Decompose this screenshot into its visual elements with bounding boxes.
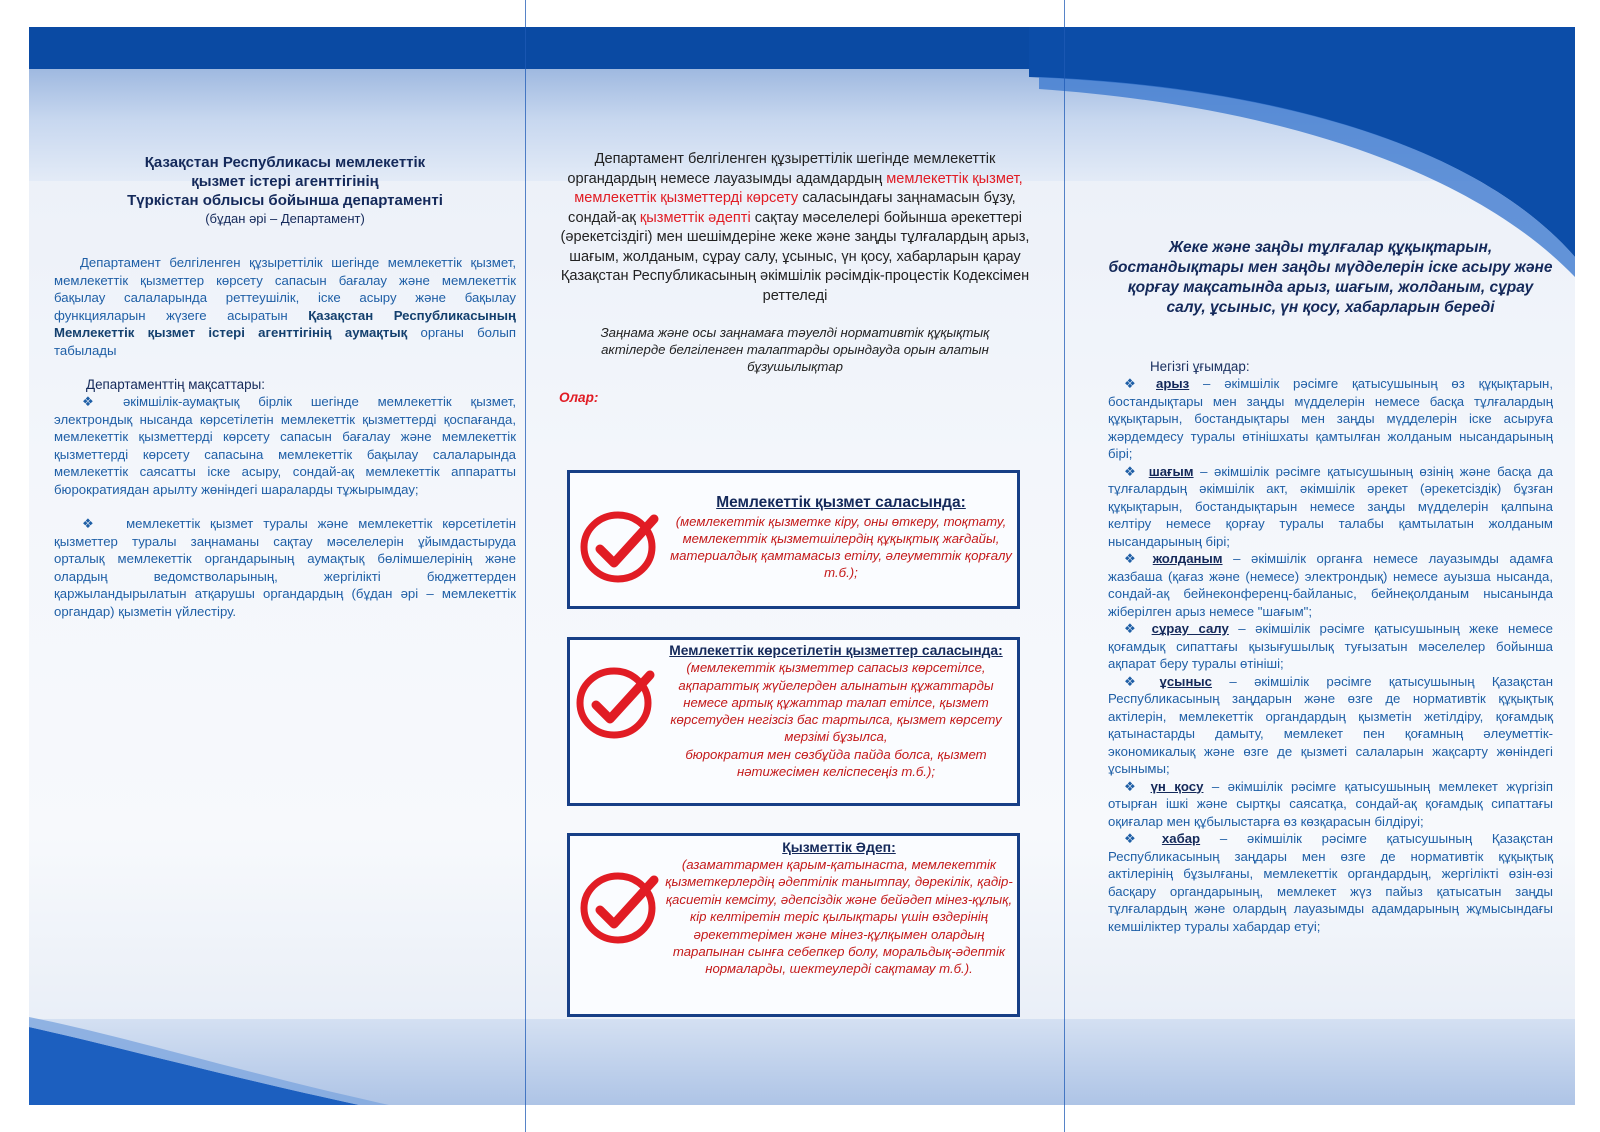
- box1-heading: Мемлекеттік қызмет саласында:: [716, 494, 966, 511]
- department-title-line3: Түркістан облысы бойынша департаменті: [127, 192, 443, 209]
- concept-item: [1108, 620, 1553, 673]
- diamond-bullet-icon: ❖: [1124, 778, 1141, 794]
- left-panel: [54, 153, 516, 620]
- diamond-bullet-icon: ❖: [82, 394, 109, 409]
- box-ethics: [567, 833, 1020, 1017]
- box-civil-service: [567, 470, 1020, 609]
- box2-body-2: бюрократия мен сөзбұйда пайда болса, қызмет нәтижесімен келіспесеңіз т.б.);: [685, 746, 987, 780]
- middle-panel: [559, 150, 1031, 405]
- code-paragraph: Қазақстан Республикасының әкімшілік рәсімдік-процестік Кодексімен реттеледі: [560, 268, 1030, 304]
- concept-definition: – әкімшілік рәсімге қатысушының жеке немесе қоғамдық сипаттағы қызығушылық туғызатын мәселелер бойынша ақпарат беру туралы өтініші;: [1108, 621, 1553, 671]
- department-title-note: (бұдан әрі – Департамент): [205, 211, 365, 226]
- diamond-bullet-icon: ❖: [82, 516, 101, 531]
- intro-bold: Қазақстан Республикасының Мемлекеттік қызмет істері агенттігінің аумақтық: [54, 307, 516, 340]
- concept-definition: – әкімшілік рәсімге қатысушының өзінің және басқа да тұлғалардың әкімшілік акт, әкімшілік әрекет (әрекетсіздік) бұзған құқықтарын, бостандықтарын немесе заңды мүдделерін қалпына келтіру немесе қорғау туралы талабы қамтылатын жолданым нысандарының бірі;: [1108, 463, 1553, 549]
- rights-heading: Жеке және заңды тұлғалар құқықтарын, бостандықтары мен заңды мүдделерін іске асыру және қорғау мақсатында арыз, шағым, жолданым, сұрау салу, ұсыныс, үн қосу, хабарларын береді: [1108, 239, 1553, 316]
- concepts-label: Негізгі ұғымдар:: [1150, 359, 1250, 374]
- concept-item: [1108, 830, 1553, 935]
- concept-item: [1108, 550, 1553, 620]
- box3-heading: Қызметтік Әдеп:: [782, 839, 896, 855]
- box2-body: (мемлекеттік қызметтер сапасыз көрсетілсе, ақпараттық жүйелерден алынатын құжаттарды немесе артық құжаттар талап етілсе, қызмет көрсетуден негізсіз бас тартылса, қызмет көрсету мерзімі бұзылса,: [670, 660, 1002, 745]
- intro-tail: органы болып табылады: [54, 325, 516, 358]
- diamond-bullet-icon: ❖: [1124, 673, 1150, 689]
- diamond-bullet-icon: ❖: [1124, 621, 1142, 636]
- fold-line-left: [525, 0, 526, 1132]
- intro-text: Департамент белгіленген құзыреттілік шегінде мемлекеттік қызмет, мемлекеттік қызметтер көрсету сапасын бағалау және мемлекеттік бақылау салаларында реттеушілік, іске асыру және бақылау функцияларын жүзеге асыратын: [54, 255, 516, 323]
- concept-term: ұсыныс: [1159, 673, 1213, 689]
- goal1-text: әкімшілік-аумақтық бірлік шегінде мемлекеттік қызмет, электрондық нысанда көрсетілетін мемлекеттік қызметтерді қоспағанда, мемлекеттік қызметтерді көрсету сапасын бағалау және мемлекеттік қызметтерді көрсету сапасына мемлекеттік бақылау салаларында мемлекеттік саясатты іске асыру, сондай-ақ мемлекеттік аппаратты бюрократиядан арылту жөніндегі шараларды тұжырымдау;: [54, 394, 516, 497]
- right-panel: [1108, 238, 1553, 935]
- concept-item: [1108, 463, 1553, 551]
- concept-item: [1108, 778, 1553, 831]
- concept-definition: – әкімшілік рәсімге қатысушының Қазақстан Республикасының заңдарын және өзге де нормативтік құқықтық актілерін, мемлекеттік органдардың қызметін жетілдіру, қоғамдық қатынастарды дамыту, мемлекет пен қоғамның әлеуметтік-экономикалық және өзге де қызметі салаларын жақсарту жөніндегі ұсынымы;: [1108, 673, 1553, 776]
- box1-body: (мемлекеттік қызметке кіру, оны өткеру, тоқтату, мемлекеттік қызметшілердің құқықтық жағдайы, материалдық қамтамасыз етілу, әлеуметтік қорғалу т.б.);: [670, 514, 1012, 580]
- check-icon: [580, 870, 660, 944]
- p1-red-2: қызметтік әдепті: [639, 209, 751, 226]
- p1-red-1: мемлекеттік қызмет, мемлекеттік қызметтерді көрсету: [574, 170, 1023, 206]
- concept-definition: – әкімшілік рәсімге қатысушының Қазақстан Республикасының заңдары мен өзге де нормативтік құқықтық актілерінің бұзылғаны, мемлекеттік органдардың, жергілікті өзін-өзі басқару органдарының, мемлекет жүз пайыз қатысатын заңды тұлғалардың және олардың лауазымды адамдарының жұмысындағы кемшіліктер туралы хабардар етуі;: [1108, 831, 1554, 934]
- concept-term: жолданым: [1152, 551, 1223, 566]
- check-icon: [576, 665, 656, 739]
- p1-text-c: сақтау мәселелері бойынша әрекеттері (әрекетсіздігі) мен шешімдеріне жеке және заңды тұлғалардың арыз, шағым, жолданым, сұрау салу, ұсыныс, үн қосу, хабарларын қарау: [560, 209, 1030, 265]
- goals-label: Департаменттің мақсаттары:: [86, 377, 265, 392]
- diamond-bullet-icon: ❖: [1124, 831, 1152, 846]
- concept-term: хабар: [1161, 831, 1201, 846]
- box2-paragraph: [658, 642, 1014, 746]
- concept-definition: – әкімшілік органға немесе лауазымды адамға жазбаша (қағаз және (немесе) электрондық) немесе ауызша нысанда, сондай-ақ бейнеконференц-байланыс, бейнеқолданым нысанында жіберілген арыз немесе "шағым";: [1108, 551, 1553, 619]
- competence-paragraph: [559, 150, 1031, 267]
- goal-item-2: [54, 515, 516, 620]
- department-title-line2: қызмет істері агенттігінің: [191, 173, 379, 190]
- box3-text: [664, 838, 1014, 978]
- goal2-text: мемлекеттік қызмет туралы және мемлекеттік көрсетілетін қызметтер туралы заңнаманы сақтау мәселелерін ұйымдастыруда орталық мемлекеттік органдарының аумақтық бөлімшелерінің және олардың ведомстволарының, жергілікті бюджеттерден қаржыландырылатын атқарушы органдардың (бұдан әрі – мемлекеттік органдар) қызметін үйлестіру.: [54, 516, 516, 619]
- box3-body: (азаматтармен қарым-қатынаста, мемлекеттік қызметкерлердің әдептілік танытпау, дөрекілік, қадір-қасиетін кемсіту, әдепсіздік және бейәдеп мінез-құлық, кір келтіретін теріс қылықтары үшін өздерінің әрекеттерімен және мінез-құлқымен олардың тарапынан сынға себепкер болу, моральдық-әдептік нормаларды, шектеулерді сақтамау т.б.).: [665, 857, 1013, 977]
- concept-definition: – әкімшілік рәсімге қатысушының мемлекет жүргізіп отырған ішкі және сыртқы саясатқа, сондай-ақ қоғамдық сипаттағы оқиғалар мен құбылыстарға өз көзқарасын білдіруі;: [1108, 778, 1553, 829]
- box2-text: [658, 642, 1014, 780]
- p1-text-b: саласындағы заңнамасын бұзу, сондай-ақ: [568, 190, 1016, 226]
- diamond-bullet-icon: ❖: [1124, 551, 1143, 566]
- box2-heading: Мемлекеттік көрсетілетін қызметтер саласында:: [669, 643, 1003, 658]
- concept-item: [1108, 375, 1553, 463]
- concept-term: үн қосу: [1150, 778, 1204, 794]
- concept-term: сұрау салу: [1151, 621, 1229, 636]
- concept-definition: – әкімшілік рәсімге қатысушының өз құқықтарын, бостандықтары мен заңды мүдделерін немесе басқа тұлғалардың құқықтарын, бостандықтары мен заңды мүдделерін іске асыруға жәрдемдесу туралы өтінішхаты қамтылған жолданым нысандарының бірі;: [1108, 376, 1553, 461]
- goal-item-1: [54, 393, 516, 498]
- check-icon: [580, 509, 660, 583]
- concept-term: арыз: [1156, 376, 1190, 391]
- concept-list: [1108, 375, 1553, 935]
- fold-line-right: [1064, 0, 1065, 1132]
- diamond-bullet-icon: ❖: [1124, 463, 1139, 479]
- concept-term: шағым: [1148, 463, 1194, 479]
- concept-item: [1108, 673, 1553, 778]
- p1-text-a: Департамент белгіленген құзыреттілік шегінде мемлекеттік органдардың немесе лауазымды адамдардың: [567, 151, 996, 187]
- violations-note: Заңнама және осы заңнамаға тәуелді нормативтік құқықтық актілерде белгіленген талаптарды орындауда орын алатын бұзушылықтар: [600, 325, 990, 374]
- olar-label: Олар:: [559, 390, 599, 405]
- diamond-bullet-icon: ❖: [1124, 376, 1146, 391]
- intro-paragraph: [54, 254, 516, 359]
- department-title-line1: Қазақстан Республикасы мемлекеттік: [144, 154, 426, 171]
- box1-text: [666, 493, 1016, 581]
- box-public-services: [567, 637, 1020, 806]
